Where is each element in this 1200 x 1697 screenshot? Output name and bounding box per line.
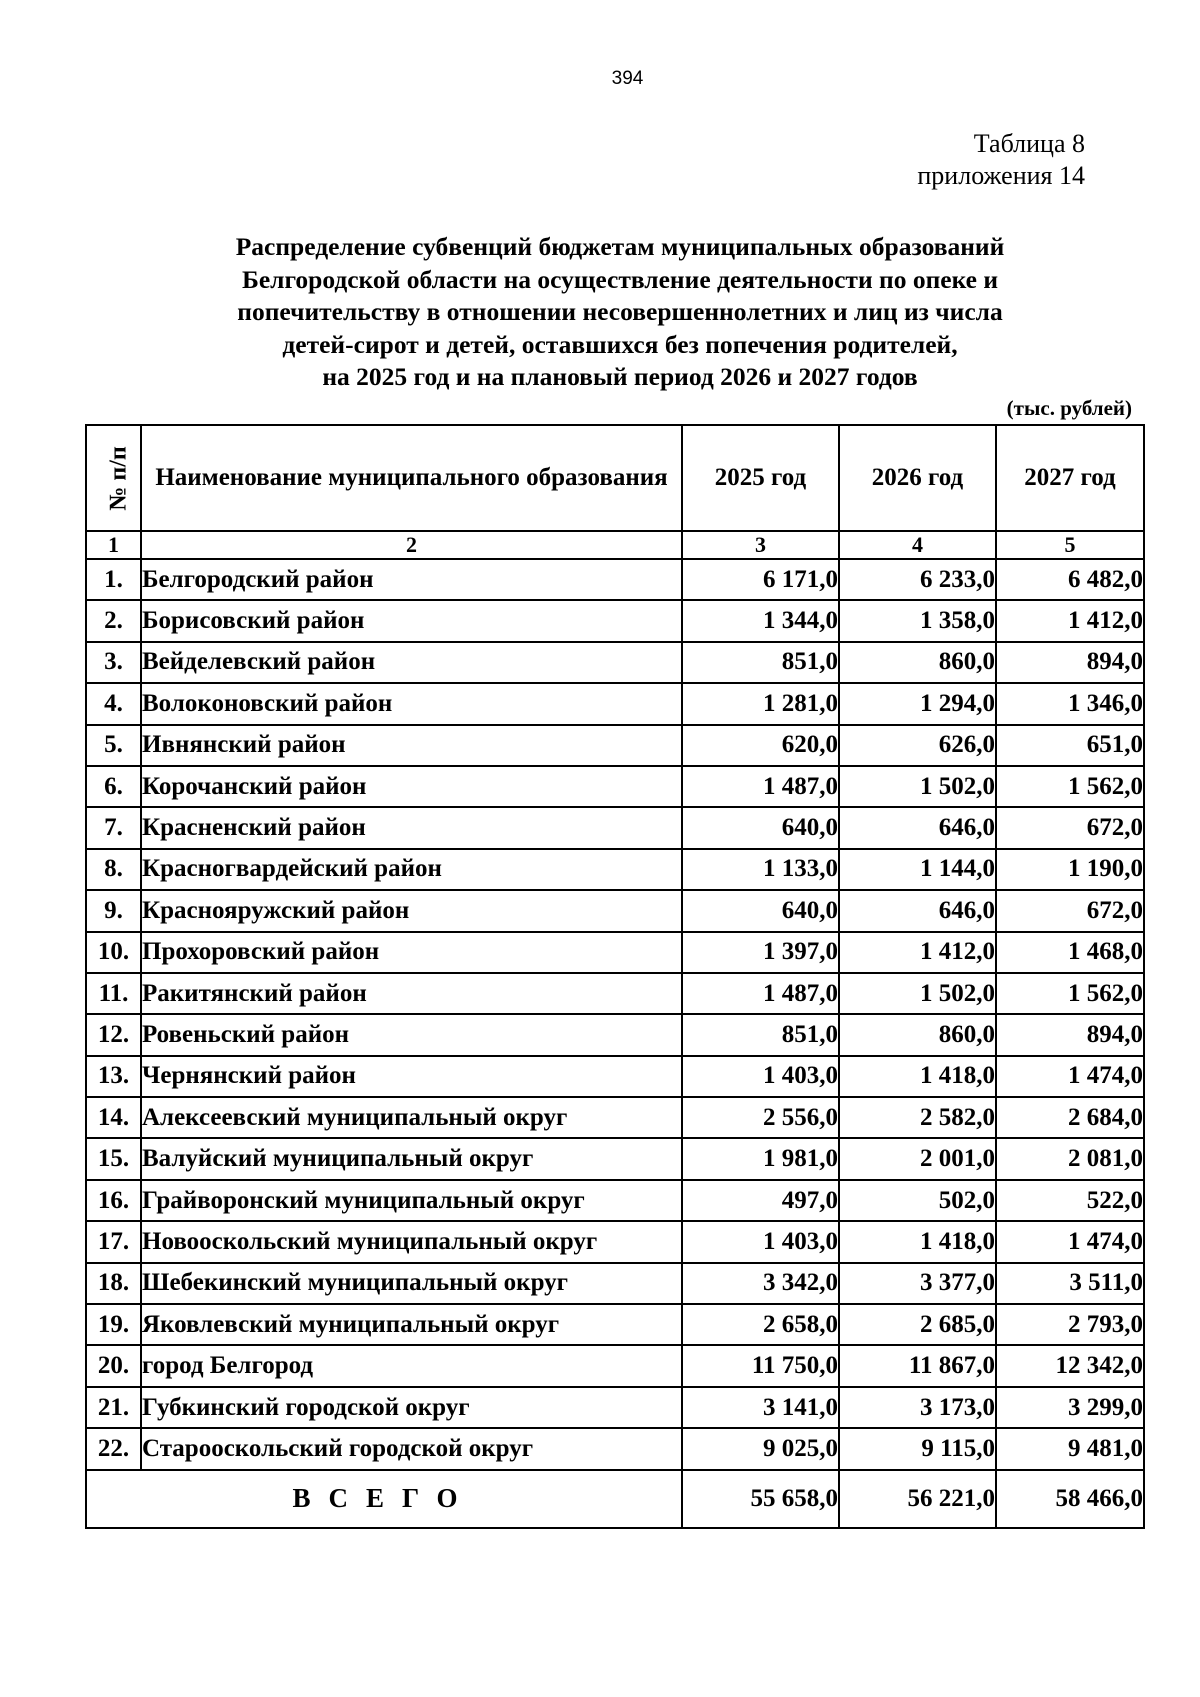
table-row: [86, 766, 1144, 807]
value-2025: 1 397,0: [682, 932, 839, 973]
municipality-name: Валуйский муниципальный округ: [141, 1138, 682, 1179]
table-row: [86, 725, 1144, 766]
value-2026: 1 502,0: [839, 766, 996, 807]
value-2027: 6 482,0: [996, 559, 1144, 600]
value-2026: 646,0: [839, 807, 996, 848]
municipality-name: Краснояружский район: [141, 890, 682, 931]
value-2025: 640,0: [682, 890, 839, 931]
total-2026: 56 221,0: [839, 1470, 996, 1528]
value-2027: 1 468,0: [996, 932, 1144, 973]
total-2025: 55 658,0: [682, 1470, 839, 1528]
value-2025: 1 281,0: [682, 683, 839, 724]
value-2025: 640,0: [682, 807, 839, 848]
total-label: ВСЕГО: [86, 1470, 682, 1528]
municipality-name: Красногвардейский район: [141, 849, 682, 890]
row-number: 19.: [86, 1304, 141, 1345]
table-ref-line2: приложения 14: [917, 161, 1085, 190]
value-2026: 502,0: [839, 1180, 996, 1221]
row-number: 22.: [86, 1428, 141, 1469]
value-2026: 646,0: [839, 890, 996, 931]
table-row: [86, 559, 1144, 600]
page-number: 394: [611, 68, 644, 89]
header-num: [86, 425, 141, 531]
municipality-name: Ровеньский район: [141, 1014, 682, 1055]
value-2025: 11 750,0: [682, 1345, 839, 1386]
value-2027: 672,0: [996, 890, 1144, 931]
value-2027: 1 562,0: [996, 973, 1144, 1014]
value-2026: 1 412,0: [839, 932, 996, 973]
table-row: [86, 1221, 1144, 1262]
value-2027: 2 793,0: [996, 1304, 1144, 1345]
column-number: 4: [839, 531, 996, 559]
row-number: 18.: [86, 1263, 141, 1304]
municipality-name: город Белгород: [141, 1345, 682, 1386]
value-2025: 1 487,0: [682, 766, 839, 807]
value-2027: 1 346,0: [996, 683, 1144, 724]
row-number: 12.: [86, 1014, 141, 1055]
table-row: [86, 932, 1144, 973]
title-line: Белгородской области на осуществление деятельности по опеке и: [241, 264, 999, 294]
value-2027: 1 412,0: [996, 600, 1144, 641]
value-2027: 1 474,0: [996, 1056, 1144, 1097]
row-number: 17.: [86, 1221, 141, 1262]
value-2026: 9 115,0: [839, 1428, 996, 1469]
value-2027: 894,0: [996, 642, 1144, 683]
table-ref-line1: Таблица 8: [973, 129, 1085, 158]
row-number: 14.: [86, 1097, 141, 1138]
table-row: [86, 1345, 1144, 1386]
municipality-name: Борисовский район: [141, 600, 682, 641]
value-2027: 651,0: [996, 725, 1144, 766]
table-row: [86, 1097, 1144, 1138]
row-number: 3.: [86, 642, 141, 683]
table-row: [86, 807, 1144, 848]
row-number: 1.: [86, 559, 141, 600]
value-2027: 1 190,0: [996, 849, 1144, 890]
row-number: 5.: [86, 725, 141, 766]
value-2025: 1 344,0: [682, 600, 839, 641]
row-number: 6.: [86, 766, 141, 807]
value-2026: 3 173,0: [839, 1387, 996, 1428]
header-row: [86, 425, 1144, 531]
header-2027: 2027 год: [996, 425, 1144, 531]
table-row: [86, 1056, 1144, 1097]
value-2027: 12 342,0: [996, 1345, 1144, 1386]
column-number: 2: [141, 531, 682, 559]
municipality-name: Белгородский район: [141, 559, 682, 600]
column-number-row: [86, 531, 1144, 559]
value-2027: 2 081,0: [996, 1138, 1144, 1179]
header-num-label: № п/п: [105, 446, 132, 511]
value-2026: 1 418,0: [839, 1221, 996, 1262]
units-label: (тыс. рублей): [1006, 396, 1132, 420]
value-2025: 3 342,0: [682, 1263, 839, 1304]
row-number: 15.: [86, 1138, 141, 1179]
header-2025: 2025 год: [682, 425, 839, 531]
municipality-name: Красненский район: [141, 807, 682, 848]
value-2026: 2 001,0: [839, 1138, 996, 1179]
municipality-name: Корочанский район: [141, 766, 682, 807]
municipality-name: Грайворонский муниципальный округ: [141, 1180, 682, 1221]
title-line: попечительству в отношении несовершеннолетних и лиц из числа: [237, 297, 1003, 326]
row-number: 10.: [86, 932, 141, 973]
row-number: 20.: [86, 1345, 141, 1386]
value-2025: 3 141,0: [682, 1387, 839, 1428]
municipality-name: Ивнянский район: [141, 725, 682, 766]
value-2025: 851,0: [682, 1014, 839, 1055]
table-row: [86, 1180, 1144, 1221]
municipality-name: Вейделевский район: [141, 642, 682, 683]
municipality-name: Яковлевский муниципальный округ: [141, 1304, 682, 1345]
value-2027: 894,0: [996, 1014, 1144, 1055]
value-2026: 626,0: [839, 725, 996, 766]
row-number: 21.: [86, 1387, 141, 1428]
value-2025: 1 403,0: [682, 1056, 839, 1097]
table-row: [86, 1014, 1144, 1055]
table-reference: [917, 128, 1085, 192]
table-row: [86, 849, 1144, 890]
municipality-name: Чернянский район: [141, 1056, 682, 1097]
value-2027: 1 474,0: [996, 1221, 1144, 1262]
value-2027: 672,0: [996, 807, 1144, 848]
municipality-name: Шебекинский муниципальный округ: [141, 1263, 682, 1304]
value-2025: 1 487,0: [682, 973, 839, 1014]
value-2027: 9 481,0: [996, 1428, 1144, 1469]
title-line: детей-сирот и детей, оставшихся без попечения родителей,: [282, 329, 958, 359]
value-2026: 860,0: [839, 642, 996, 683]
title-line: на 2025 год и на плановый период 2026 и 2027 годов: [322, 362, 918, 391]
value-2027: 3 299,0: [996, 1387, 1144, 1428]
row-number: 11.: [86, 973, 141, 1014]
subsidy-table: [85, 424, 1145, 1529]
row-number: 8.: [86, 849, 141, 890]
value-2026: 1 418,0: [839, 1056, 996, 1097]
value-2027: 1 562,0: [996, 766, 1144, 807]
table-row: [86, 1138, 1144, 1179]
value-2025: 1 133,0: [682, 849, 839, 890]
row-number: 2.: [86, 600, 141, 641]
header-2026: 2026 год: [839, 425, 996, 531]
table-row: [86, 973, 1144, 1014]
row-number: 13.: [86, 1056, 141, 1097]
header-name: Наименование муниципального образования: [141, 425, 682, 531]
value-2025: 9 025,0: [682, 1428, 839, 1469]
column-number: 1: [86, 531, 141, 559]
value-2026: 1 294,0: [839, 683, 996, 724]
value-2026: 11 867,0: [839, 1345, 996, 1386]
municipality-name: Алексеевский муниципальный округ: [141, 1097, 682, 1138]
value-2026: 3 377,0: [839, 1263, 996, 1304]
value-2026: 1 358,0: [839, 600, 996, 641]
total-2027: 58 466,0: [996, 1470, 1144, 1528]
row-number: 4.: [86, 683, 141, 724]
municipality-name: Ракитянский район: [141, 973, 682, 1014]
value-2025: 497,0: [682, 1180, 839, 1221]
municipality-name: Новооскольский муниципальный округ: [141, 1221, 682, 1262]
value-2026: 6 233,0: [839, 559, 996, 600]
row-number: 7.: [86, 807, 141, 848]
value-2026: 860,0: [839, 1014, 996, 1055]
table-row: [86, 1387, 1144, 1428]
table-row: [86, 642, 1144, 683]
value-2027: 2 684,0: [996, 1097, 1144, 1138]
value-2027: 3 511,0: [996, 1263, 1144, 1304]
table-row: [86, 1428, 1144, 1469]
value-2025: 620,0: [682, 725, 839, 766]
value-2025: 2 556,0: [682, 1097, 839, 1138]
column-number: 3: [682, 531, 839, 559]
column-number: 5: [996, 531, 1144, 559]
row-number: 16.: [86, 1180, 141, 1221]
value-2025: 851,0: [682, 642, 839, 683]
row-number: 9.: [86, 890, 141, 931]
total-row: [86, 1470, 1144, 1528]
value-2026: 1 502,0: [839, 973, 996, 1014]
municipality-name: Губкинский городской округ: [141, 1387, 682, 1428]
value-2027: 522,0: [996, 1180, 1144, 1221]
value-2026: 2 582,0: [839, 1097, 996, 1138]
table-row: [86, 1263, 1144, 1304]
municipality-name: Старооскольский городской округ: [141, 1428, 682, 1469]
table-row: [86, 890, 1144, 931]
document-title: [130, 231, 1110, 394]
value-2025: 6 171,0: [682, 559, 839, 600]
value-2026: 1 144,0: [839, 849, 996, 890]
table-row: [86, 1304, 1144, 1345]
municipality-name: Прохоровский район: [141, 932, 682, 973]
table-row: [86, 600, 1144, 641]
municipality-name: Волоконовский район: [141, 683, 682, 724]
value-2025: 1 403,0: [682, 1221, 839, 1262]
value-2025: 2 658,0: [682, 1304, 839, 1345]
value-2026: 2 685,0: [839, 1304, 996, 1345]
value-2025: 1 981,0: [682, 1138, 839, 1179]
title-line: Распределение субвенций бюджетам муниципальных образований: [235, 232, 1005, 261]
table-row: [86, 683, 1144, 724]
